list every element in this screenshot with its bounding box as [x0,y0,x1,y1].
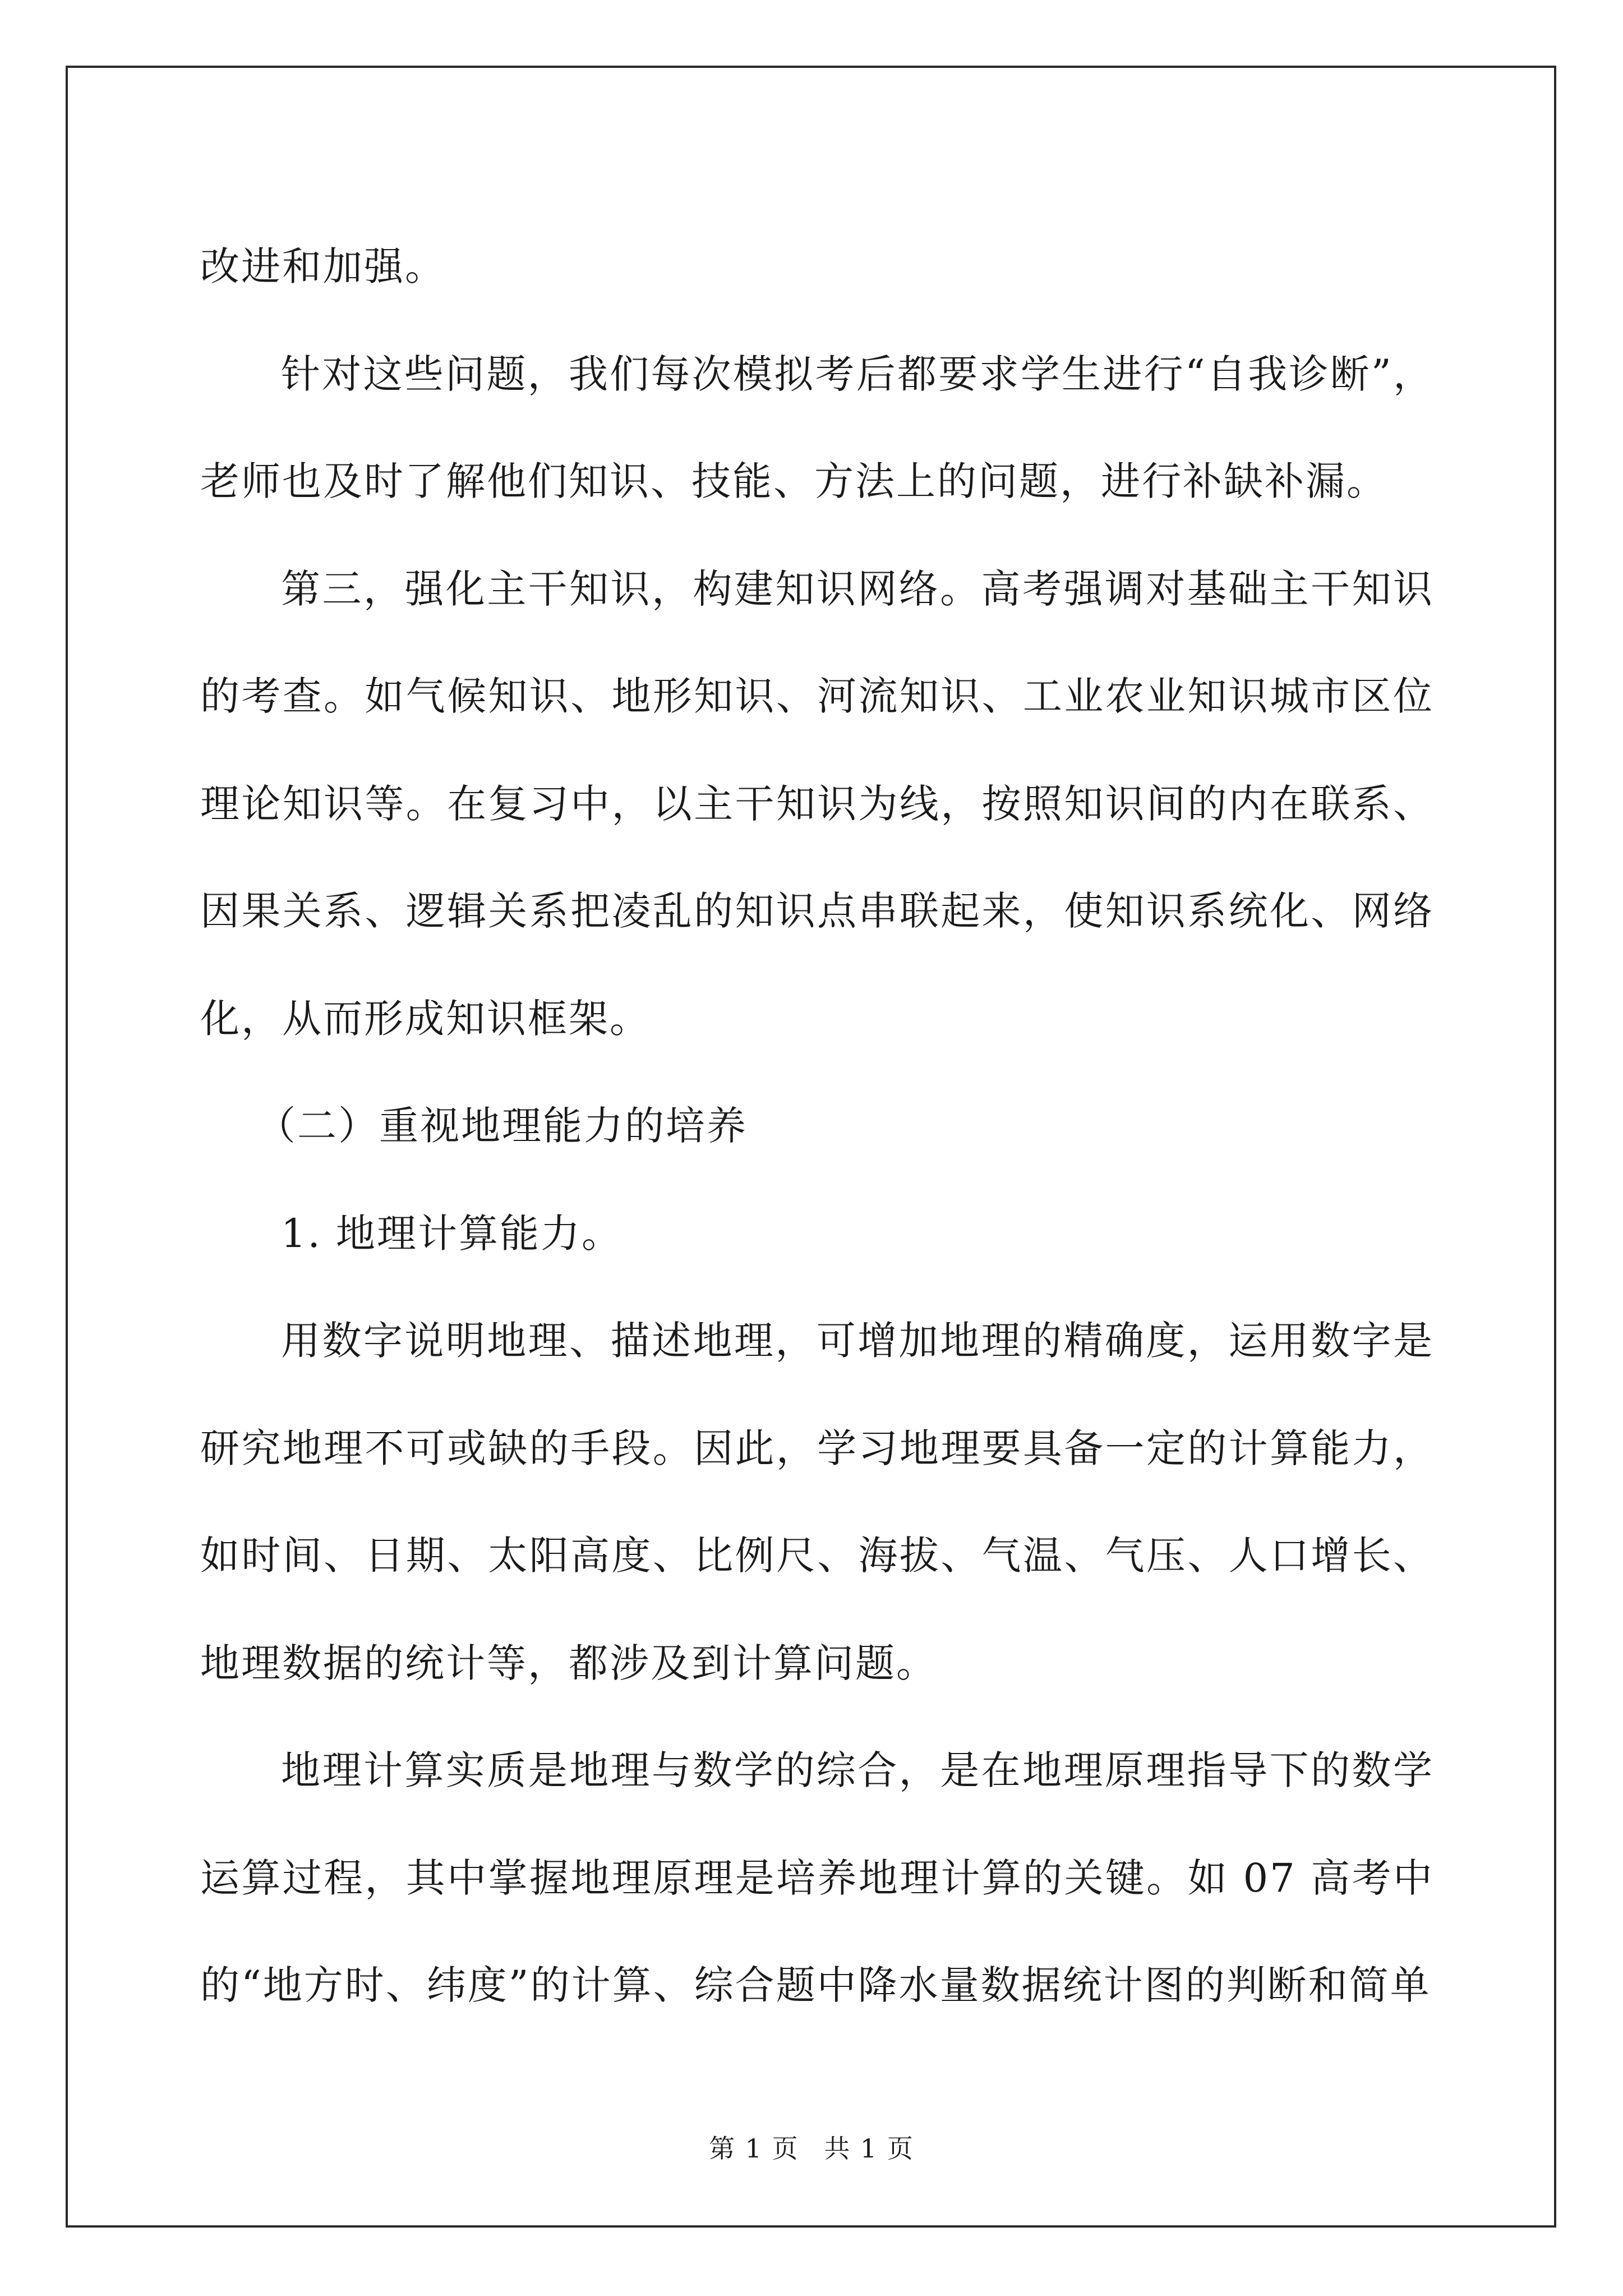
page-total: 共 1 页 [824,2133,914,2164]
page-footer [0,2132,1623,2165]
paragraph-continuation: 改进和加强。 [200,243,446,289]
subsection-heading: 1. 地理计算能力。 [281,1210,623,1257]
section-heading: （二）重视地理能力的培养 [256,1103,748,1149]
paragraph-self-diagnosis: 针对这些问题，我们每次模拟考后都要求学生进行“自我诊断”，老师也及时了解他们知识、技能、方法上的问题，进行补缺补漏。 [200,351,1434,504]
paragraph-core-knowledge: 第三，强化主干知识，构建知识网络。高考强调对基础主干知识的考查。如气候知识、地形知识、河流知识、工业农业知识城市区位理论知识等。在复习中，以主干知识为线，按照知识间的内在联系、因果关系、逻辑关系把凌乱的知识点串联起来，使知识系统化、网络化，从而形成知识框架。 [200,565,1434,1042]
document-body [200,213,1434,2040]
paragraph-calculation: 地理计算实质是地理与数学的综合，是在地理原理指导下的数学运算过程，其中掌握地理原理是培养地理计算的关键。如 07 高考中的“地方时、纬度”的计算、综合题中降水量数据统计图的判断和简单 [200,1747,1434,2008]
page-number: 第 1 页 [709,2133,799,2164]
paragraph-numbers: 用数字说明地理、描述地理，可增加地理的精确度，运用数字是研究地理不可或缺的手段。因此，学习地理要具备一定的计算能力，如时间、日期、太阳高度、比例尺、海拔、气温、气压、人口增长、地理数据的统计等，都涉及到计算问题。 [200,1318,1434,1686]
